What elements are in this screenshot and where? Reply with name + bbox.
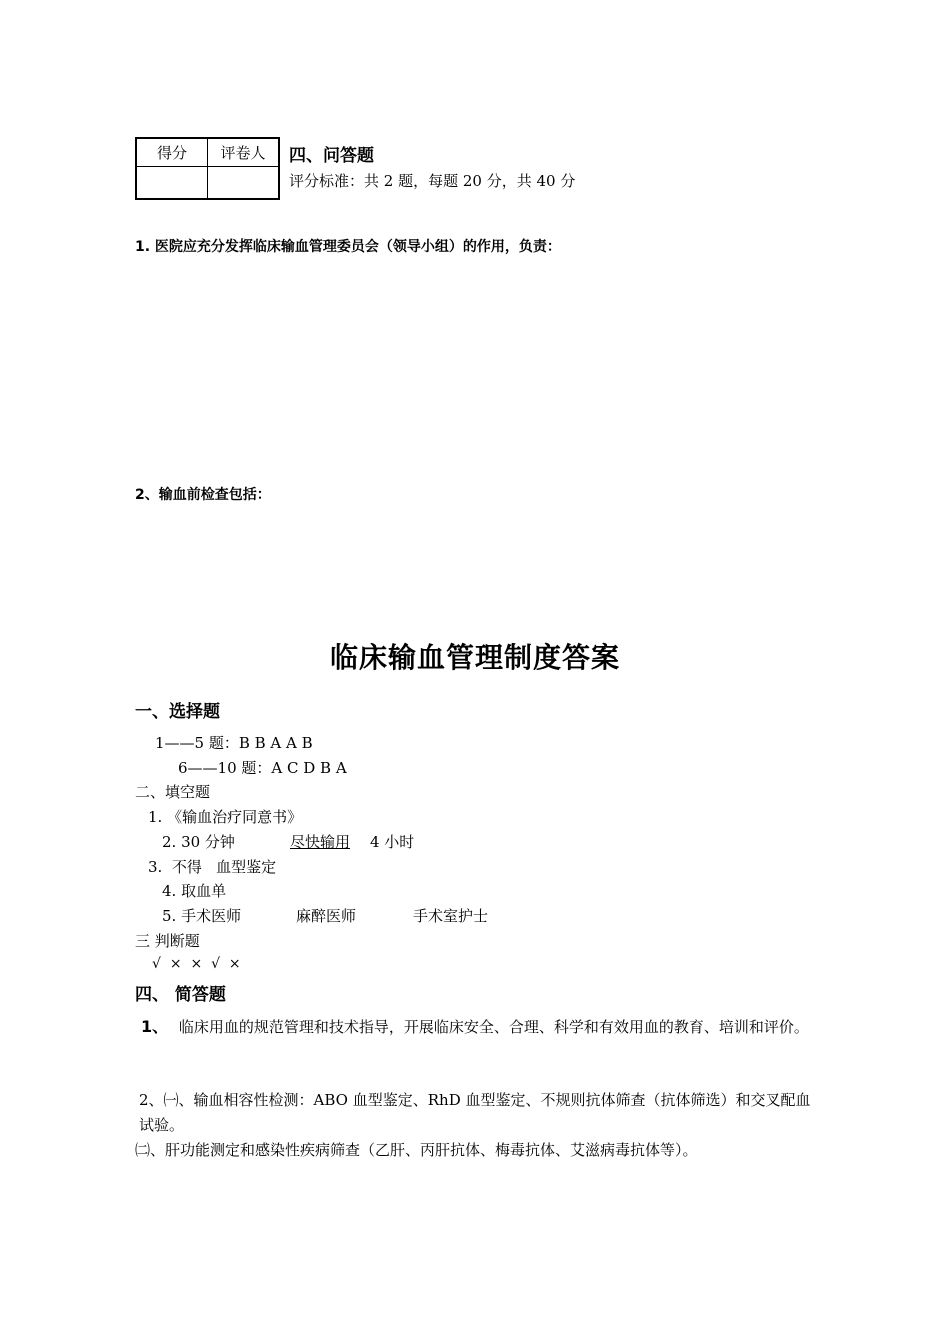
fill-answer-5-part-b: 麻醉医师 [296, 907, 357, 925]
question-2: 2、输血前检查包括： [135, 487, 271, 503]
short-answer-1-text: 临床用血的规范管理和技术指导，开展临床安全、合理、科学和有效用血的教育、培训和评价。 [178, 1018, 809, 1036]
short-answer-2-second: ㈡、肝功能测定和感染性疾病筛查（乙肝、丙肝抗体、梅毒抗体、艾滋病毒抗体等）。 [135, 1141, 698, 1159]
score-table [135, 137, 280, 200]
score-table-header-row [136, 138, 279, 167]
choice-heading: 一、选择题 [135, 702, 220, 722]
choice-answers-1: 1——5 题：B B A A B [155, 734, 313, 752]
answer-title: 临床输血管理制度答案 [329, 641, 620, 674]
judge-heading: 三 判断题 [135, 932, 200, 950]
grader-header-cell: 评卷人 [208, 138, 280, 167]
short-answer-2: 2、㈠、输血相容性检测：ABO 血型鉴定、RhD 血型鉴定、不规则抗体筛查（抗体筛选）和交叉配血试验。 [139, 1091, 811, 1134]
fill-answer-1: 1. 《输血治疗同意书》 [148, 808, 303, 826]
score-value-cell [136, 167, 208, 200]
choice-answers-2: 6——10 题：A C D B A [178, 759, 347, 777]
score-header-cell: 得分 [136, 138, 208, 167]
fill-answer-5-part-c: 手术室护士 [413, 907, 489, 925]
fill-answer-2-part-a: 2. 30 分钟 [162, 833, 235, 851]
grader-value-cell [208, 167, 280, 200]
question-1: 1. 医院应充分发挥临床输血管理委员会（领导小组）的作用，负责： [135, 239, 561, 255]
section-heading: 四、问答题 [289, 146, 374, 166]
short-answer-heading: 四、 简答题 [135, 985, 226, 1005]
fill-answer-2-part-c: 4 小时 [370, 833, 415, 851]
fill-answer-3: 3. 不得 血型鉴定 [148, 858, 277, 876]
fill-heading: 二、填空题 [135, 783, 211, 801]
short-answer-1-number: 1、 [141, 1017, 169, 1036]
scoring-criteria: 评分标准：共 2 题，每题 20 分，共 40 分 [289, 172, 576, 190]
fill-answer-4: 4. 取血单 [162, 882, 227, 900]
score-table-blank-row [136, 167, 279, 200]
fill-answer-2-part-b: 尽快输用 [290, 833, 351, 851]
short-answer-1 [135, 1014, 820, 1040]
judge-answers: √ × × √ × [152, 956, 241, 972]
fill-answer-5-part-a: 5. 手术医师 [162, 907, 242, 925]
